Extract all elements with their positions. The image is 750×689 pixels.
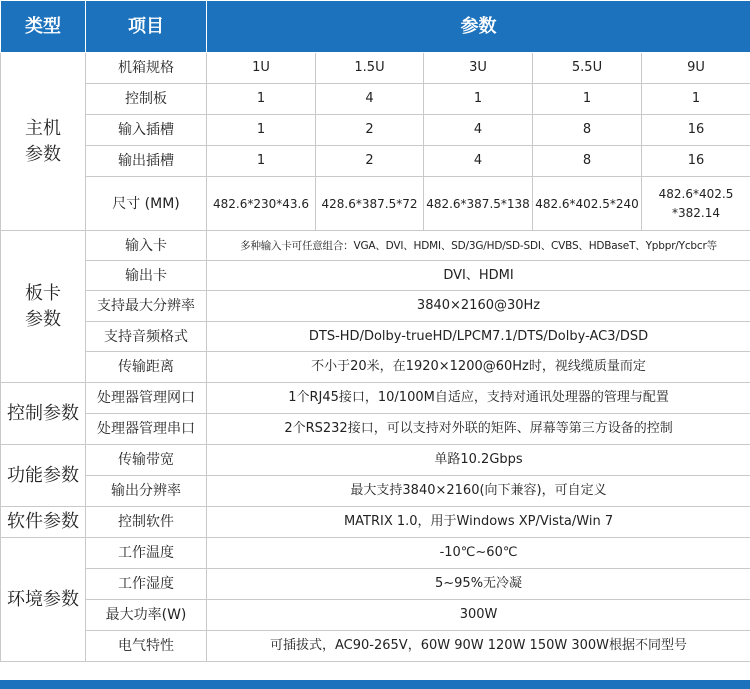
cell-value: 多种输入卡可任意组合：VGA、DVI、HDMI、SD/3G/HD/SD-SDI、CVBS、HDBaseT、Ypbpr/Ycbcr等	[207, 231, 750, 261]
cell-value: 428.6*387.5*72	[316, 177, 424, 231]
header-item: 项目	[86, 1, 207, 53]
cell-value: 1	[642, 84, 750, 115]
cell-value: 3U	[424, 53, 533, 84]
cell-value: 1	[207, 146, 316, 177]
section-board-title: 板卡 参数	[1, 231, 86, 383]
row-label-humidity: 工作湿度	[86, 569, 207, 600]
cell-value: -10℃~60℃	[207, 538, 750, 569]
row-label-electrical: 电气特性	[86, 631, 207, 662]
row-label-control: 控制板	[86, 84, 207, 115]
table-row	[1, 53, 750, 84]
table-row	[1, 322, 750, 352]
cell-value: 16	[642, 146, 750, 177]
cell-value: 8	[533, 146, 642, 177]
table-row	[1, 84, 750, 115]
cell-value: 1	[207, 84, 316, 115]
cell-value: 9U	[642, 53, 750, 84]
table-row	[1, 177, 750, 231]
row-label-out-resolution: 输出分辨率	[86, 476, 207, 507]
row-label-control-sw: 控制软件	[86, 507, 207, 538]
cell-value: 482.6*230*43.6	[207, 177, 316, 231]
row-label-chassis: 机箱规格	[86, 53, 207, 84]
cell-value: 1	[207, 115, 316, 146]
table-row	[1, 445, 750, 476]
row-label-power: 最大功率(W)	[86, 600, 207, 631]
cell-value: DVI、HDMI	[207, 261, 750, 291]
table-row	[1, 476, 750, 507]
cell-value: 单路10.2Gbps	[207, 445, 750, 476]
row-label-output-card: 输出卡	[86, 261, 207, 291]
cell-value: 8	[533, 115, 642, 146]
table-row	[1, 631, 750, 662]
row-label-input-card: 输入卡	[86, 231, 207, 261]
cell-value: 4	[424, 115, 533, 146]
table-row	[1, 414, 750, 445]
row-label-network: 处理器管理网口	[86, 383, 207, 414]
header-params: 参数	[207, 1, 750, 53]
table-row	[1, 600, 750, 631]
row-label-input-slots: 输入插槽	[86, 115, 207, 146]
cell-value: 可插拔式，AC90-265V，60W 90W 120W 150W 300W根据不同型号	[207, 631, 750, 662]
section-main-title: 主机 参数	[1, 53, 86, 231]
cell-value: 300W	[207, 600, 750, 631]
row-label-size: 尺寸 (MM)	[86, 177, 207, 231]
row-label-max-resolution: 支持最大分辨率	[86, 291, 207, 322]
cell-value: 2	[316, 146, 424, 177]
cell-value: 5~95%无冷凝	[207, 569, 750, 600]
cell-value: 16	[642, 115, 750, 146]
table-row	[1, 115, 750, 146]
table-row	[1, 261, 750, 291]
cell-value: 2个RS232接口，可以支持对外联的矩阵、屏幕等第三方设备的控制	[207, 414, 750, 445]
cell-value: 5.5U	[533, 53, 642, 84]
cell-value: 482.6*387.5*138	[424, 177, 533, 231]
row-label-temp: 工作温度	[86, 538, 207, 569]
cell-value: 1.5U	[316, 53, 424, 84]
cell-value: 1个RJ45接口，10/100M自适应，支持对通讯处理器的管理与配置	[207, 383, 750, 414]
table-row	[1, 352, 750, 383]
header-row	[1, 1, 750, 53]
row-label-serial: 处理器管理串口	[86, 414, 207, 445]
row-label-distance: 传输距离	[86, 352, 207, 383]
table-row	[1, 291, 750, 322]
cell-value-size-9u: 482.6*402.5 *382.14	[642, 177, 750, 231]
table-row	[1, 383, 750, 414]
row-label-output-slots: 输出插槽	[86, 146, 207, 177]
section-software-title: 软件参数	[1, 507, 86, 538]
section-environment-title: 环境参数	[1, 538, 86, 662]
footer-bar	[0, 680, 750, 689]
table-row	[1, 507, 750, 538]
table-row	[1, 146, 750, 177]
cell-value: 3840×2160@30Hz	[207, 291, 750, 322]
cell-value: 1	[533, 84, 642, 115]
cell-value: DTS-HD/Dolby-trueHD/LPCM7.1/DTS/Dolby-AC3/DSD	[207, 322, 750, 352]
cell-value: 2	[316, 115, 424, 146]
cell-value: 1U	[207, 53, 316, 84]
row-label-bandwidth: 传输带宽	[86, 445, 207, 476]
table-row	[1, 231, 750, 261]
cell-value: 最大支持3840×2160(向下兼容)，可自定义	[207, 476, 750, 507]
row-label-audio: 支持音频格式	[86, 322, 207, 352]
cell-value: MATRIX 1.0，用于Windows XP/Vista/Win 7	[207, 507, 750, 538]
section-control-title: 控制参数	[1, 383, 86, 445]
cell-value: 不小于20米，在1920×1200@60Hz时，视线缆质量而定	[207, 352, 750, 383]
header-type: 类型	[1, 1, 86, 53]
table-row	[1, 569, 750, 600]
cell-value: 482.6*402.5*240	[533, 177, 642, 231]
table-row	[1, 538, 750, 569]
cell-value: 1	[424, 84, 533, 115]
section-function-title: 功能参数	[1, 445, 86, 507]
cell-value: 4	[424, 146, 533, 177]
cell-value: 4	[316, 84, 424, 115]
